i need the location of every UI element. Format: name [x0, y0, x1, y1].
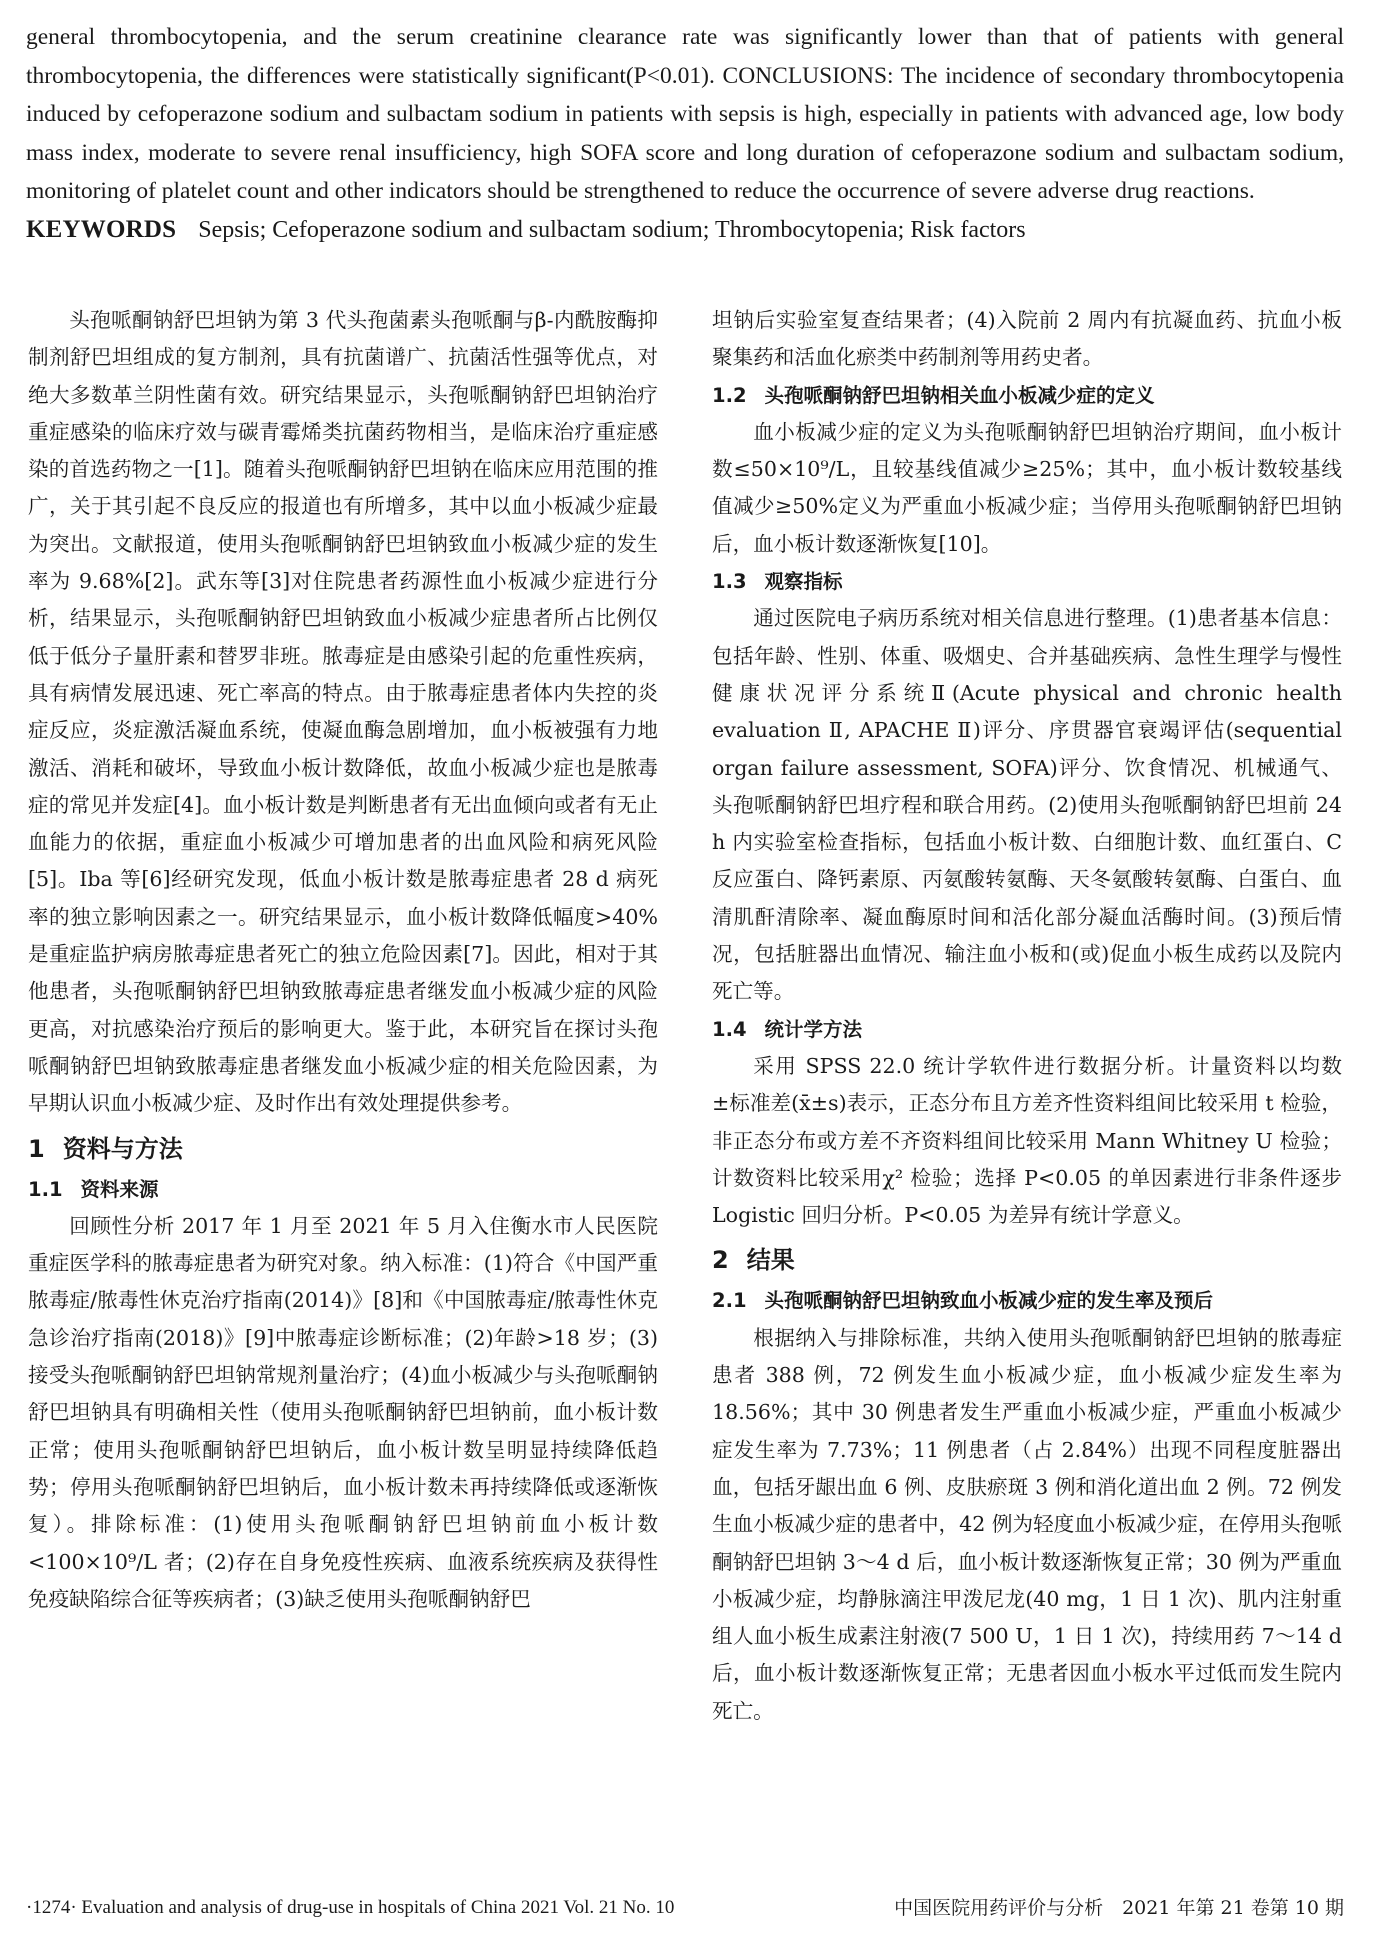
right-column: [712, 302, 1342, 1730]
subsection-1-4-title: 统计学方法: [764, 1017, 863, 1041]
subsection-1-2-heading: [712, 377, 1342, 414]
left-column: [28, 302, 658, 1618]
section-1-number: 1: [28, 1134, 45, 1163]
section-2-title: 结果: [746, 1246, 795, 1275]
footer-journal-chinese: 中国医院用药评价与分析 2021 年第 21 卷第 10 期: [894, 1897, 1344, 1919]
subsection-1-2-title: 头孢哌酮钠舒巴坦钠相关血小板减少症的定义: [764, 383, 1155, 407]
subsection-2-1-number: 2.1: [712, 1289, 747, 1313]
subsection-1-2-number: 1.2: [712, 383, 747, 407]
subsection-1-1-heading: [28, 1171, 658, 1208]
section-2-number: 2: [712, 1246, 729, 1275]
subsection-2-1-heading: [712, 1282, 1342, 1319]
results-paragraph: 根据纳入与排除标准，共纳入使用头孢哌酮钠舒巴坦钠的脓毒症患者 388 例，72 例发生血小板减少症，血小板减少症发生率为 18.56%；其中 30 例患者发生严重血小板减少症，严重血小板减少症发生率为 7.73%；11 例患者（占 2.84%）出现不同程度脏器出血，包括牙龈出血 6 例、皮肤瘀斑 3 例和消化道出血 2 例。72 例发生血小板减少症的患者中，42 例为轻度血小板减少症，在停用头孢哌酮钠舒巴坦钠 3～4 d 后，血小板计数逐渐恢复正常；30 例为严重血小板减少症，均静脉滴注甲泼尼龙(40 mg，1 日 1 次)、肌内注射重组人血小板生成素注射液(7 500 U，1 日 1 次)，持续用药 7～14 d 后，血小板计数逐渐恢复正常；无患者因血小板水平过低而发生院内死亡。: [712, 1325, 1342, 1723]
english-abstract: [26, 18, 1344, 250]
abstract-text: general thrombocytopenia, and the serum creatinine clearance rate was significantly lower than that of patients with general thrombocytopenia, the differences were statistically significant(P<0.01). CONCLUSIONS: The incidence of secondary thrombocytopenia induced by cefoperazone sodium and sulbactam sodium in patients with sepsis is high, especially in patients with advanced age, low body mass index, moderate to severe renal insufficiency, high SOFA score and long duration of cefoperazone sodium and sulbactam sodium, monitoring of platelet count and other indicators should be strengthened to reduce the occurrence of severe adverse drug reactions.: [26, 24, 1344, 205]
data-source-paragraph: 回顾性分析 2017 年 1 月至 2021 年 5 月入住衡水市人民医院重症医学科的脓毒症患者为研究对象。纳入标准：(1)符合《中国严重脓毒症/脓毒性休克治疗指南(2014)》[8]和《中国脓毒症/脓毒性休克急诊治疗指南(2018)》[9]中脓毒症诊断标准；(2)年龄>18 岁；(3)接受头孢哌酮钠舒巴坦钠常规剂量治疗；(4)血小板减少与头孢哌酮钠舒巴坦钠具有明确相关性（使用头孢哌酮钠舒巴坦钠前，血小板计数正常；使用头孢哌酮钠舒巴坦钠后，血小板计数呈明显持续降低趋势；停用头孢哌酮钠舒巴坦钠后，血小板计数未再持续降低或逐渐恢复）。排除标准：(1)使用头孢哌酮钠舒巴坦钠前血小板计数<100×10⁹/L 者；(2)存在自身免疫性疾病、血液系统疾病及获得性免疫缺陷综合征等疾病者；(3)缺乏使用头孢哌酮钠舒巴: [28, 1213, 658, 1611]
subsection-1-3-number: 1.3: [712, 570, 747, 594]
footer-journal-english: ·1274· Evaluation and analysis of drug-use in hospitals of China 2021 Vol. 21 No. 10: [26, 1897, 675, 1918]
statistics-paragraph: 采用 SPSS 22.0 统计学软件进行数据分析。计量资料以均数±标准差(x̄±s)表示，正态分布且方差齐性资料组间比较采用 t 检验，非正态分布或方差不齐资料组间比较采用 Mann Whitney U 检验；计数资料比较采用χ² 检验；选择 P<0.05 的单因素进行非条件逐步 Logistic 回归分析。P<0.05 为差异有统计学意义。: [712, 1053, 1342, 1228]
section-1-heading: [28, 1129, 658, 1169]
section-1-title: 资料与方法: [62, 1134, 183, 1163]
keywords-text: Sepsis; Cefoperazone sodium and sulbactam sodium; Thrombocytopenia; Risk factors: [198, 216, 1026, 243]
subsection-1-1-number: 1.1: [28, 1177, 63, 1201]
subsection-1-4-number: 1.4: [712, 1017, 747, 1041]
subsection-1-4-heading: [712, 1011, 1342, 1048]
definition-paragraph: 血小板减少症的定义为头孢哌酮钠舒巴坦钠治疗期间，血小板计数≤50×10⁹/L，且较基线值减少≥25%；其中，血小板计数较基线值减少≥50%定义为严重血小板减少症；当停用头孢哌酮钠舒巴坦钠后，血小板计数逐渐恢复[10]。: [712, 419, 1342, 556]
subsection-1-3-heading: [712, 563, 1342, 600]
indicators-paragraph: 通过医院电子病历系统对相关信息进行整理。(1)患者基本信息：包括年龄、性别、体重、吸烟史、合并基础疾病、急性生理学与慢性健康状况评分系统Ⅱ(Acute physical and chronic health evaluation Ⅱ, APACHE Ⅱ)评分、序贯器官衰竭评估(sequential organ failure assessment, SOFA)评分、饮食情况、机械通气、头孢哌酮钠舒巴坦疗程和联合用药。(2)使用头孢哌酮钠舒巴坦前 24 h 内实验室检查指标，包括血小板计数、白细胞计数、血红蛋白、C 反应蛋白、降钙素原、丙氨酸转氨酶、天冬氨酸转氨酶、白蛋白、血清肌酐清除率、凝血酶原时间和活化部分凝血活酶时间。(3)预后情况，包括脏器出血情况、输注血小板和(或)促血小板生成药以及院内死亡等。: [712, 606, 1342, 1004]
exclusion-continuation: 坦钠后实验室复查结果者；(4)入院前 2 周内有抗凝血药、抗血小板聚集药和活血化瘀类中药制剂等用药史者。: [712, 308, 1342, 370]
keywords-row: [26, 211, 1344, 250]
keywords-label: KEYWORDS: [26, 215, 177, 243]
subsection-1-3-title: 观察指标: [764, 570, 843, 594]
intro-paragraph: 头孢哌酮钠舒巴坦钠为第 3 代头孢菌素头孢哌酮与β-内酰胺酶抑制剂舒巴坦组成的复方制剂，具有抗菌谱广、抗菌活性强等优点，对绝大多数革兰阴性菌有效。研究结果显示，头孢哌酮钠舒巴坦钠治疗重症感染的临床疗效与碳青霉烯类抗菌药物相当，是临床治疗重症感染的首选药物之一[1]。随着头孢哌酮钠舒巴坦钠在临床应用范围的推广，关于其引起不良反应的报道也有所增多，其中以血小板减少症最为突出。文献报道，使用头孢哌酮钠舒巴坦钠致血小板减少症的发生率为 9.68%[2]。武东等[3]对住院患者药源性血小板减少症进行分析，结果显示，头孢哌酮钠舒巴坦钠致血小板减少症患者所占比例仅低于低分子量肝素和替罗非班。脓毒症是由感染引起的危重性疾病，具有病情发展迅速、死亡率高的特点。由于脓毒症患者体内失控的炎症反应，炎症激活凝血系统，使凝血酶急剧增加，血小板被强有力地激活、消耗和破坏，导致血小板计数降低，故血小板减少症也是脓毒症的常见并发症[4]。血小板计数是判断患者有无出血倾向或者有无止血能力的依据，重症血小板减少可增加患者的出血风险和病死风险[5]。Iba 等[6]经研究发现，低血小板计数是脓毒症患者 28 d 病死率的独立影响因素之一。研究结果显示，血小板计数降低幅度>40%是重症监护病房脓毒症患者死亡的独立危险因素[7]。因此，相对于其他患者，头孢哌酮钠舒巴坦钠致脓毒症患者继发血小板减少症的风险更高，对抗感染治疗预后的影响更大。鉴于此，本研究旨在探讨头孢哌酮钠舒巴坦钠致脓毒症患者继发血小板减少症的相关危险因素，为早期认识血小板减少症、及时作出有效处理提供参考。: [28, 308, 658, 1116]
subsection-2-1-title: 头孢哌酮钠舒巴坦钠致血小板减少症的发生率及预后: [764, 1289, 1214, 1313]
subsection-1-1-title: 资料来源: [80, 1177, 159, 1201]
section-2-heading: [712, 1240, 1342, 1280]
